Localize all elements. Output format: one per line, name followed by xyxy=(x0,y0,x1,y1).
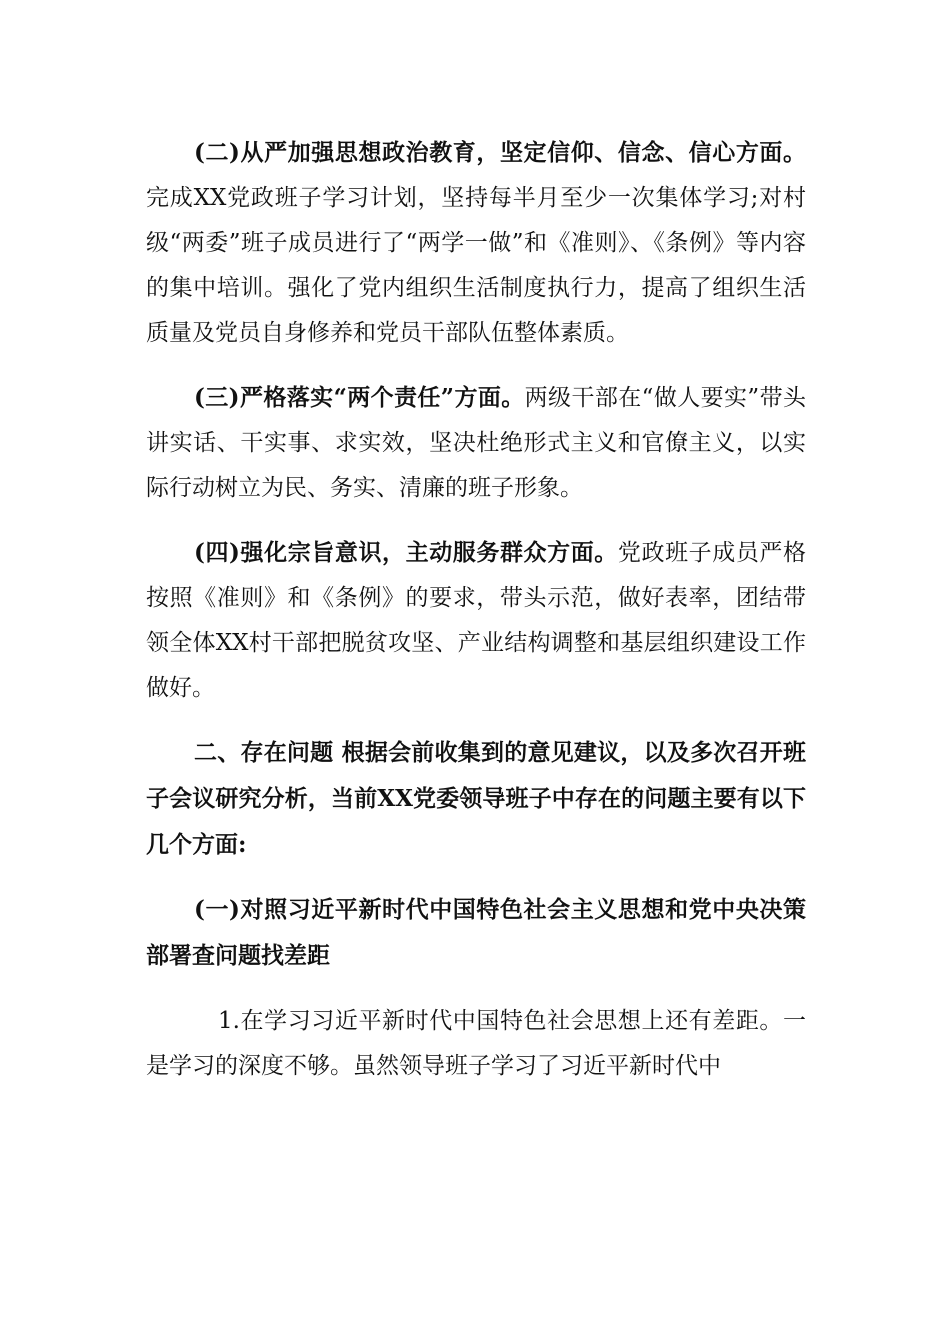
paragraph-heading: (四)强化宗旨意识，主动服务群众方面。 xyxy=(194,539,618,566)
paragraph-heading: (三)严格落实“两个责任”方面。 xyxy=(194,384,525,411)
paragraph-heading: (二)从严加强思想政治教育，坚定信仰、信念、信心方面。 xyxy=(194,139,806,166)
paragraph-study-gap xyxy=(146,998,806,1089)
paragraph-serve-masses xyxy=(146,530,806,711)
paragraph-heading: 二、存在问题 根据会前收集到的意见建议，以及多次召开班子会议研究分析，当前XX党委领导班子中存在的问题主要有以下几个方面: xyxy=(146,739,806,858)
paragraph-text: 1.在学习习近平新时代中国特色社会思想上还有差距。一是学习的深度不够。虽然领导班子学习了习近平新时代中 xyxy=(146,1008,806,1079)
paragraph-two-responsibilities xyxy=(146,375,806,511)
subsection-heading-find-gaps xyxy=(146,887,806,979)
document-body xyxy=(146,130,806,1108)
paragraph-heading: (一)对照习近平新时代中国特色社会主义思想和党中央决策部署查问题找差距 xyxy=(146,896,806,969)
paragraph-text: 党政班子成员严格按照《准则》和《条例》的要求，带头示范，做好表率，团结带领全体XX村干部把脱贫攻坚、产业结构调整和基层组织建设工作做好。 xyxy=(146,540,807,701)
paragraph-text: 两级干部在“做人要实”带头讲实话、干实事、求实效，坚决杜绝形式主义和官僚主义，以实际行动树立为民、务实、清廉的班子形象。 xyxy=(146,385,806,501)
paragraph-ideological-education xyxy=(146,130,806,356)
paragraph-text: 完成XX党政班子学习计划，坚持每半月至少一次集体学习;对村级“两委”班子成员进行了“两学一做”和《准则》、《条例》等内容的集中培训。强化了党内组织生活制度执行力，提高了组织生活质量及党员自身修养和党员干部队伍整体素质。 xyxy=(146,185,806,346)
section-heading-existing-problems xyxy=(146,730,806,868)
